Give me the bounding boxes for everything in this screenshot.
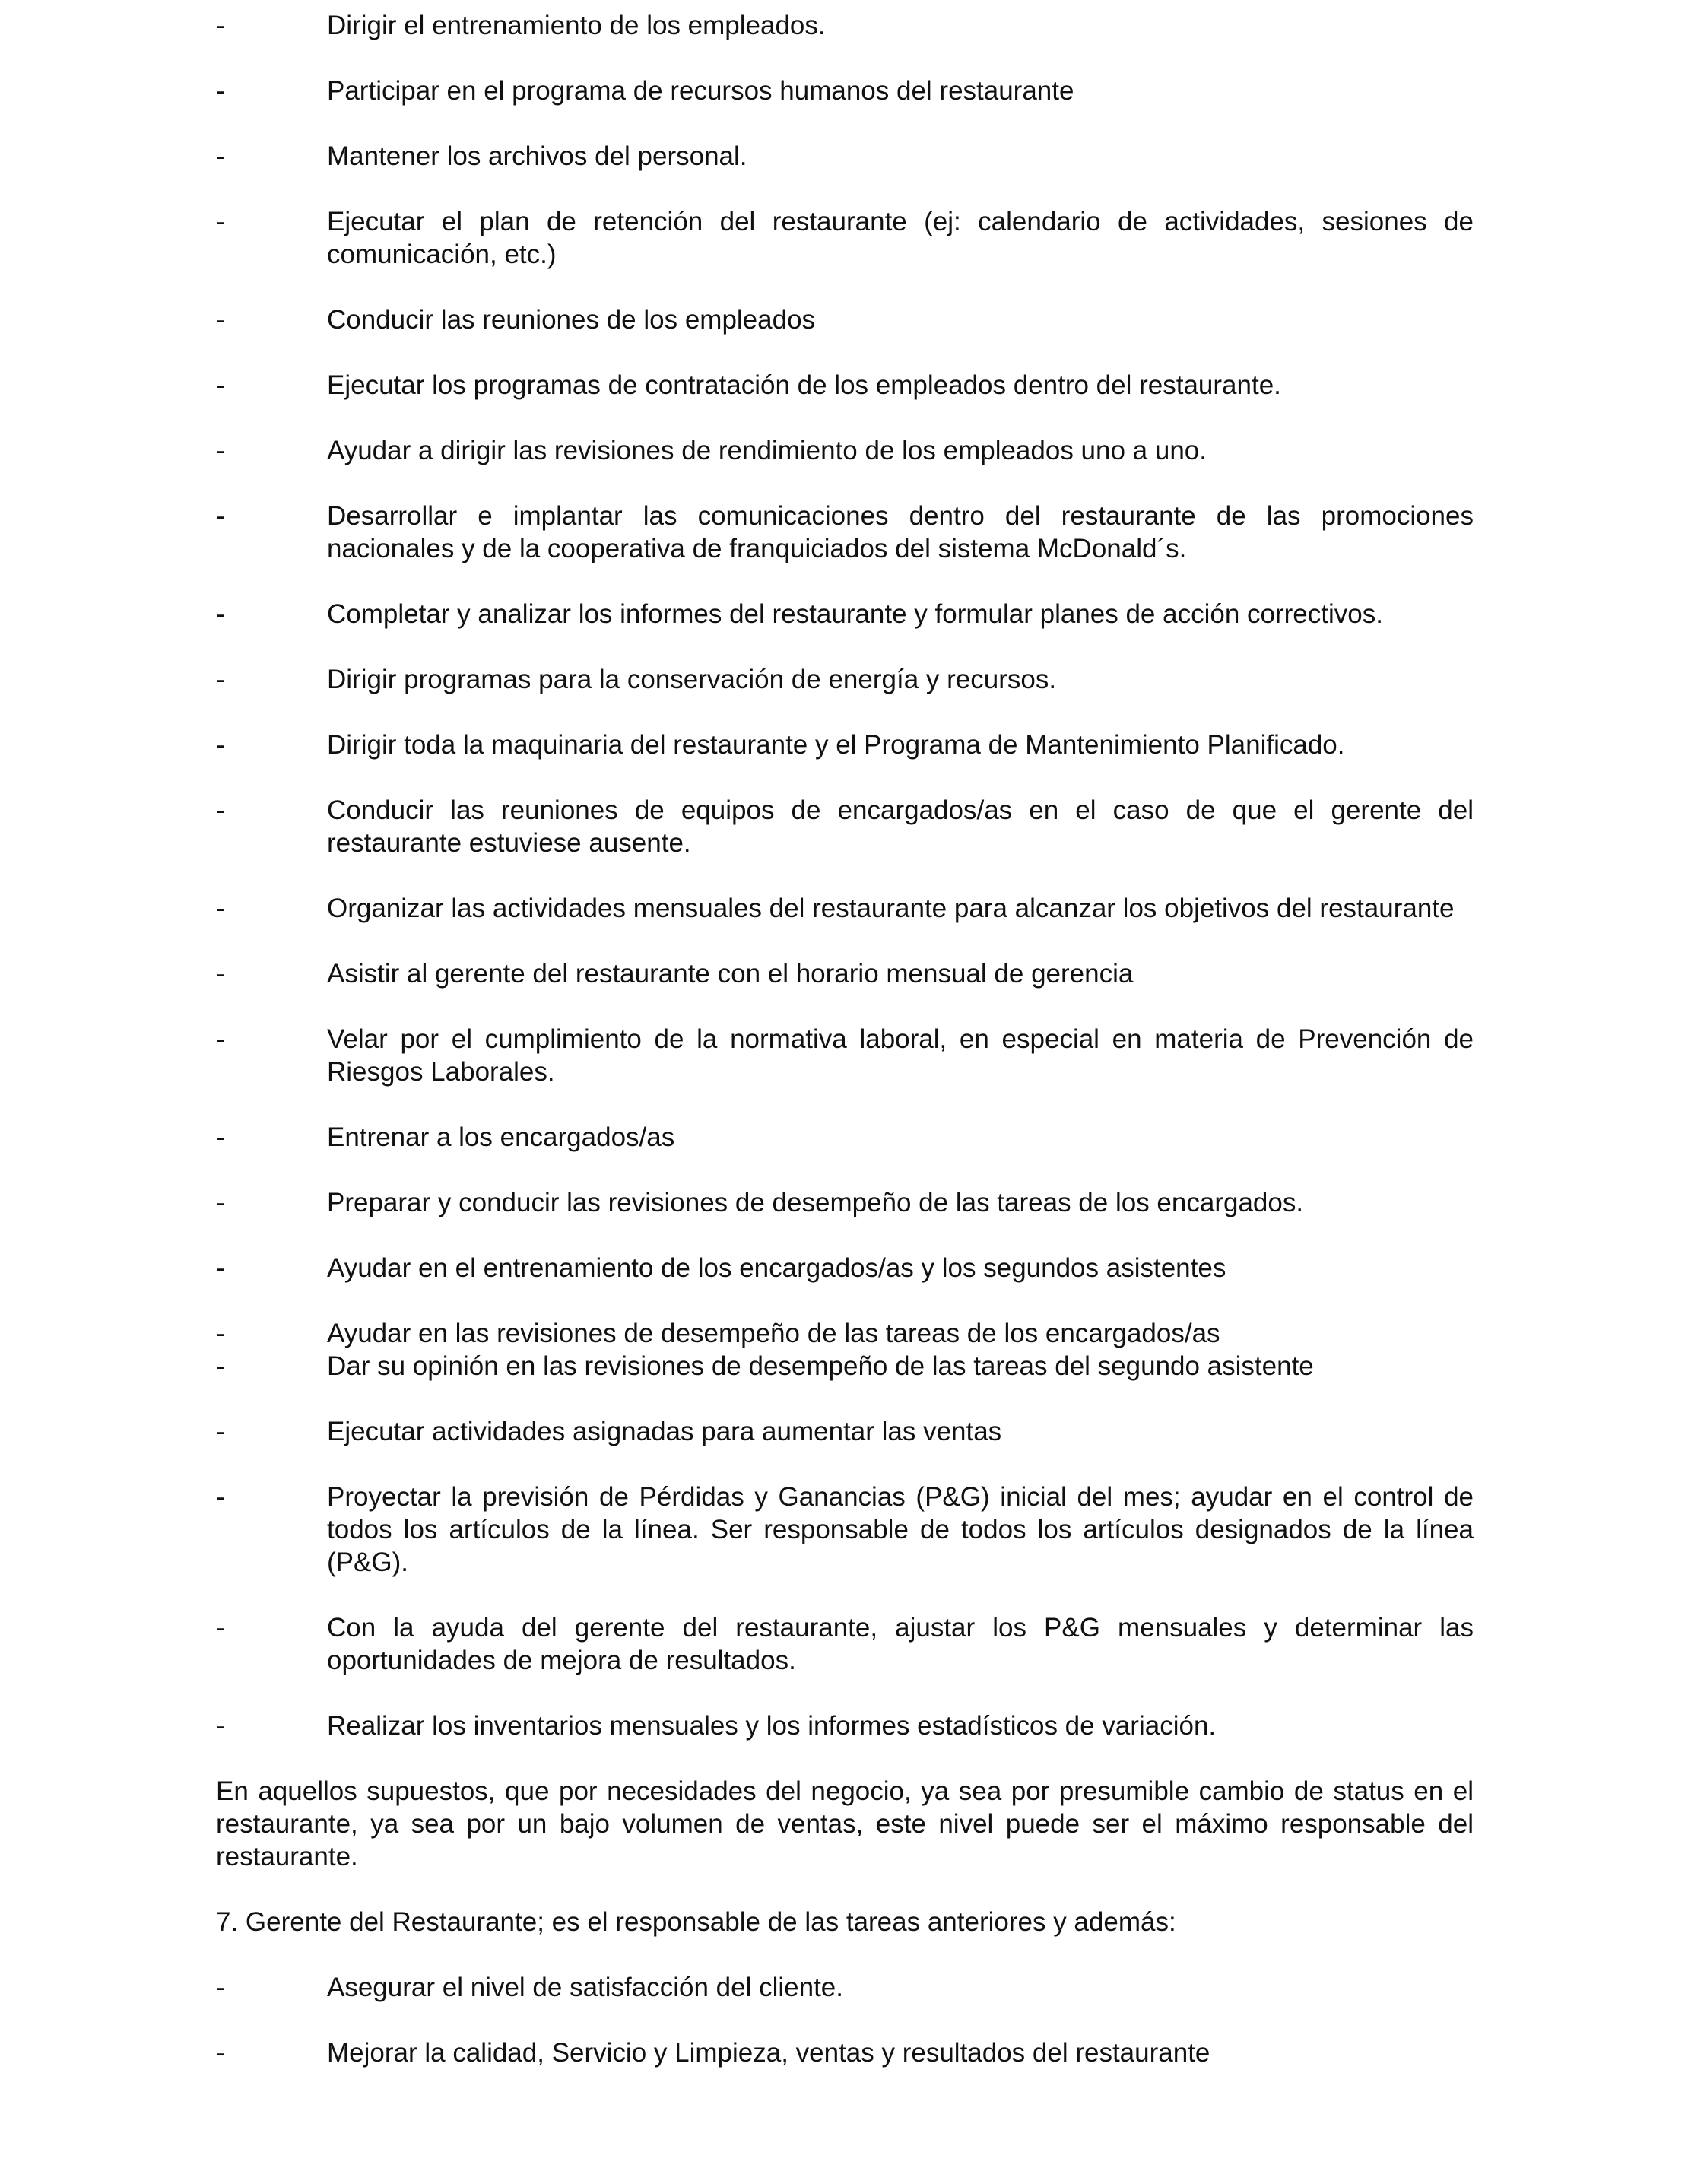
- list-item-text: Dirigir el entrenamiento de los empleados.: [327, 11, 826, 40]
- document-page: [216, 9, 1474, 2102]
- bullet-dash: -: [216, 1122, 225, 1152]
- list-item: [216, 663, 1474, 696]
- bullet-dash: -: [216, 207, 225, 236]
- list-item-text: Proyectar la previsión de Pérdidas y Ganancias (P&G) inicial del mes; ayudar en el control de todos los artículos de la línea. Ser responsable de todos los artículos designados de la línea (P&G).: [327, 1482, 1474, 1577]
- bullet-dash: -: [216, 436, 225, 465]
- bullet-dash: -: [216, 730, 225, 760]
- list-item: [216, 1121, 1474, 1154]
- bullet-dash: -: [216, 2038, 225, 2068]
- list-item-text: Con la ayuda del gerente del restaurante, ajustar los P&G mensuales y determinar las oportunidades de mejora de resultados.: [327, 1613, 1474, 1675]
- list-item: [216, 892, 1474, 925]
- body-paragraph: En aquellos supuestos, que por necesidades del negocio, ya sea por presumible cambio de status en el restaurante, ya sea por un bajo volumen de ventas, este nivel puede ser el máximo responsable del restaurante.: [216, 1776, 1474, 1871]
- list-item-text: Organizar las actividades mensuales del restaurante para alcanzar los objetivos del restaurante: [327, 894, 1455, 923]
- list-item: [216, 794, 1474, 859]
- list-item: [216, 1709, 1474, 1742]
- list-item-text: Conducir las reuniones de equipos de encargados/as en el caso de que el gerente del restaurante estuviese ausente.: [327, 795, 1474, 858]
- list-item-text: Ayudar a dirigir las revisiones de rendimiento de los empleados uno a uno.: [327, 436, 1207, 465]
- list-item-text: Completar y analizar los informes del restaurante y formular planes de acción correctivos.: [327, 599, 1383, 629]
- bullet-dash: -: [216, 305, 225, 335]
- list-item-text: Mejorar la calidad, Servicio y Limpieza, ventas y resultados del restaurante: [327, 2038, 1210, 2068]
- list-item-text: Asegurar el nivel de satisfacción del cliente.: [327, 1973, 843, 2002]
- list-item: [216, 2036, 1474, 2069]
- list-item: [216, 500, 1474, 565]
- list-item: [216, 303, 1474, 336]
- list-item: [216, 1611, 1474, 1677]
- list-item: [216, 9, 1474, 42]
- list-item: [216, 75, 1474, 107]
- list-item: [216, 1415, 1474, 1448]
- list-item-text: Participar en el programa de recursos humanos del restaurante: [327, 76, 1074, 106]
- bullet-dash: -: [216, 1024, 225, 1054]
- bullet-dash: -: [216, 1351, 225, 1381]
- list-item-text: Ejecutar actividades asignadas para aumentar las ventas: [327, 1417, 1002, 1446]
- list-item-text: Ayudar en las revisiones de desempeño de las tareas de los encargados/as: [327, 1319, 1220, 1348]
- list-item: [216, 1481, 1474, 1579]
- list-item-text: Ayudar en el entrenamiento de los encargados/as y los segundos asistentes: [327, 1253, 1226, 1283]
- bullet-dash: -: [216, 370, 225, 400]
- list-item-text: Dirigir toda la maquinaria del restaurante y el Programa de Mantenimiento Planificado.: [327, 730, 1345, 760]
- bullet-dash: -: [216, 1613, 225, 1643]
- bullet-dash: -: [216, 1188, 225, 1217]
- bullet-dash: -: [216, 959, 225, 989]
- list-item: [216, 1186, 1474, 1219]
- bullet-dash: -: [216, 76, 225, 106]
- list-item-text: Dirigir programas para la conservación de energía y recursos.: [327, 665, 1057, 694]
- bullet-dash: -: [216, 795, 225, 825]
- list-item-text: Desarrollar e implantar las comunicaciones dentro del restaurante de las promociones nacionales y de la cooperativa de franquiciados del sistema McDonald´s.: [327, 501, 1474, 563]
- list-item-text: Ejecutar el plan de retención del restaurante (ej: calendario de actividades, sesiones de comunicación, etc.): [327, 207, 1474, 269]
- bullet-dash: -: [216, 141, 225, 171]
- list-item: [216, 1252, 1474, 1284]
- list-item: [216, 957, 1474, 990]
- bullet-dash: -: [216, 599, 225, 629]
- list-item-text: Velar por el cumplimiento de la normativa laboral, en especial en materia de Prevención de Riesgos Laborales.: [327, 1024, 1474, 1087]
- list-item: [216, 729, 1474, 761]
- list-item-text: Ejecutar los programas de contratación de los empleados dentro del restaurante.: [327, 370, 1281, 400]
- bullet-dash: -: [216, 1253, 225, 1283]
- bullet-dash: -: [216, 665, 225, 694]
- list-item-text: Mantener los archivos del personal.: [327, 141, 747, 171]
- bullet-dash: -: [216, 1319, 225, 1348]
- list-item-text: Realizar los inventarios mensuales y los informes estadísticos de variación.: [327, 1711, 1217, 1741]
- bullet-dash: -: [216, 894, 225, 923]
- list-item-text: Conducir las reuniones de los empleados: [327, 305, 816, 335]
- list-item-text: Asistir al gerente del restaurante con el horario mensual de gerencia: [327, 959, 1134, 989]
- bullet-dash: -: [216, 501, 225, 531]
- bullet-dash: -: [216, 11, 225, 40]
- list-item: [216, 598, 1474, 630]
- list-item: [216, 205, 1474, 271]
- list-item: [216, 1023, 1474, 1088]
- bullet-dash: -: [216, 1417, 225, 1446]
- bullet-dash: -: [216, 1711, 225, 1741]
- duties-list: [216, 9, 1474, 1742]
- manager-duties-list: [216, 1971, 1474, 2069]
- list-item-text: Dar su opinión en las revisiones de desempeño de las tareas del segundo asistente: [327, 1351, 1314, 1381]
- list-item-text: Preparar y conducir las revisiones de desempeño de las tareas de los encargados.: [327, 1188, 1304, 1217]
- list-item: [216, 1317, 1474, 1350]
- list-item: [216, 1971, 1474, 2004]
- list-item-text: Entrenar a los encargados/as: [327, 1122, 675, 1152]
- list-item: [216, 1350, 1474, 1382]
- list-item: [216, 140, 1474, 173]
- bullet-dash: -: [216, 1482, 225, 1512]
- list-item: [216, 434, 1474, 467]
- section-heading: 7. Gerente del Restaurante; es el responsable de las tareas anteriores y además:: [216, 1907, 1176, 1937]
- list-item: [216, 369, 1474, 402]
- bullet-dash: -: [216, 1973, 225, 2002]
